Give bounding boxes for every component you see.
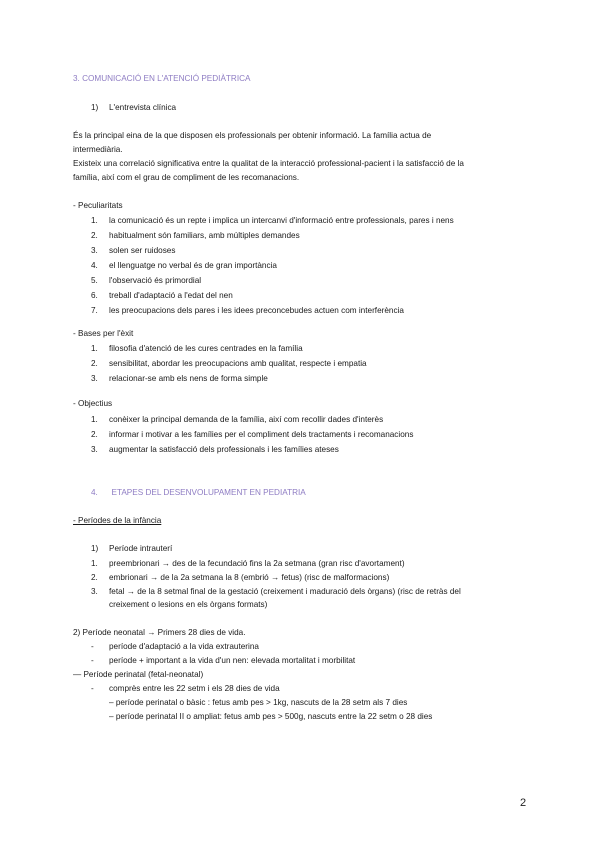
list-number: 4. [91,261,98,270]
peculiaritats-label: - Peculiaritats [73,201,123,210]
perinatal-label: — Període perinatal (fetal-neonatal) [73,670,204,679]
list-item-text: fetal → de la 8 setmal final de la gestació (creixement i maduració dels òrgans) (risc de retràs del [109,587,461,596]
bullet-dash: - [91,684,94,693]
list-subitem-text: – període perinatal II o ampliat: fetus amb pes > 500g, nascuts entre la 22 setm o 28 dies [109,712,433,721]
objectius-label: - Objectius [73,399,113,408]
subsection-number: 1) [91,544,99,553]
paragraph-line: família, així com el grau de compliment de les recomanacions. [73,173,300,182]
page-number: 2 [520,797,527,809]
list-number: 2. [91,430,98,439]
bullet-dash: - [91,656,94,665]
list-number: 6. [91,291,98,300]
list-item-text: l'observació és primordial [109,276,202,285]
list-number: 1. [91,216,98,225]
list-number: 3. [91,374,98,383]
list-item-text: comprès entre les 22 setm i els 28 dies de vida [109,684,280,693]
list-item-text: relacionar-se amb els nens de forma simple [109,374,268,383]
subsection-title-entrevista: L'entrevista clínica [109,103,177,112]
list-item-text: solen ser ruidoses [109,246,176,255]
neonatal-label: 2) Període neonatal → Primers 28 dies de vida. [73,628,246,637]
list-number: 3. [91,246,98,255]
list-item-text: període + important a la vida d'un nen: elevada mortalitat i morbilitat [109,656,356,665]
list-item-text: període d'adaptació a la vida extrauterina [109,642,259,651]
list-item-text: augmentar la satisfacció dels professionals i les famílies ateses [109,445,339,454]
list-item-text: el llenguatge no verbal és de gran importància [109,261,277,270]
list-item-text: informar i motivar a les famílies per el compliment dels tractaments i recomanacions [109,430,414,439]
paragraph-line: És la principal eina de la que disposen els professionals per obtenir informació. La família actua de [73,131,432,140]
list-item-text: habitualment són familiars, amb múltiples demandes [109,231,300,240]
list-item-text: les preocupacions dels pares i les idees preconcebudes actuen com interferència [109,306,404,315]
list-number: 2. [91,573,98,582]
subsection-number: 1) [91,103,99,112]
list-item [91,306,98,315]
list-item [91,216,98,225]
bases-label: - Bases per l'èxit [73,329,134,338]
list-number: 2. [91,359,98,368]
list-item-text: embrionari → de la 2a setmana la 8 (embrió → fetus) (risc de malformacions) [109,573,390,582]
list-number: 3. [91,587,98,596]
list-item [91,291,98,300]
list-number: 3. [91,445,98,454]
list-item-text-continuation: creixement o lesions en els òrgans formats) [109,600,268,609]
subsection-title-intrauteri: Període intrauterí [109,544,173,553]
list-item [91,276,98,285]
list-item-text: la comunicació és un repte i implica un intercanvi d'informació entre professionals, pares i nens [109,216,454,225]
section-4-heading: 4. ETAPES DEL DESENVOLUPAMENT EN PEDIATRIA [91,488,306,497]
list-subitem-text: – període perinatal o bàsic : fetus amb pes > 1kg, nascuts de la 28 setm als 7 dies [109,698,408,707]
list-number: 2. [91,231,98,240]
paragraph-line: intermediària. [73,145,123,154]
list-number: 7. [91,306,98,315]
list-number: 1. [91,344,98,353]
list-item-text: filosofia d'atenció de les cures centrades en la família [109,344,303,353]
list-number: 1. [91,559,98,568]
section-3-heading: 3. COMUNICACIÓ EN L'ATENCIÓ PEDIÀTRICA [73,74,251,83]
list-number: 5. [91,276,98,285]
list-item-text: sensibilitat, abordar les preocupacions amb qualitat, respecte i empatia [109,359,367,368]
paragraph-line: Existeix una correlació significativa entre la qualitat de la interacció professional-pacient i la satisfacció de la [73,159,464,168]
list-item [91,246,98,255]
list-item-text: treball d'adaptació a l'edat del nen [109,291,233,300]
list-number: 1. [91,415,98,424]
periodes-label: - Períodes de la infància [73,516,162,525]
bullet-dash: - [91,642,94,651]
list-item-text: preembrionari → des de la fecundació fins la 2a setmana (gran risc d'avortament) [109,559,405,568]
list-item [91,231,98,240]
list-item [91,261,98,270]
list-item-text: conèixer la principal demanda de la família, així com recollir dades d'interès [109,415,384,424]
